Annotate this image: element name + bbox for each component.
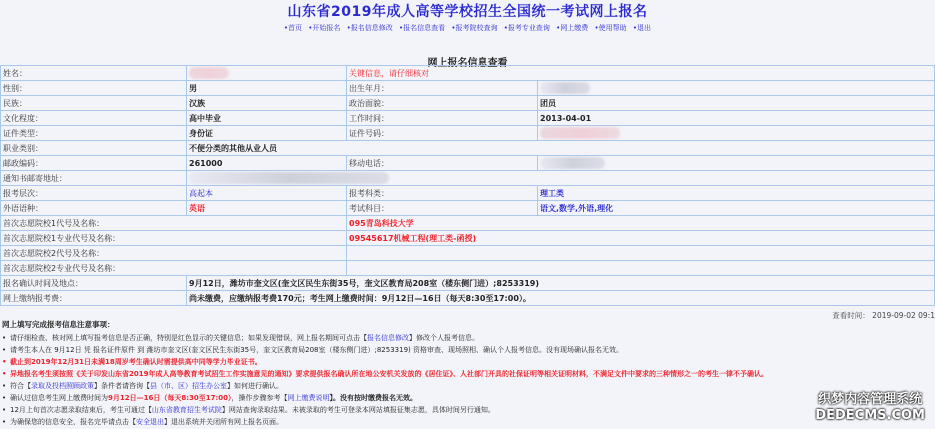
value-mobile <box>538 156 935 171</box>
view-time: 查看时间： 2019-09-02 09:1 <box>832 311 935 320</box>
value-name <box>187 66 347 81</box>
note-text: 】退出系统并关闭所有网上报名页面。 <box>164 418 283 426</box>
value-subjtype: 理工类 <box>538 186 935 201</box>
value-school2 <box>347 246 935 261</box>
value-lang: 英语 <box>187 201 347 216</box>
label-major1: 首次志愿院校1专业代号及名称： <box>1 231 347 246</box>
table-row <box>1 276 935 291</box>
table-row <box>1 156 935 171</box>
nav-school-query[interactable]: •报考院校查询 <box>451 24 498 32</box>
page-header <box>0 0 935 36</box>
note-text: ，操作步骤参考【 <box>231 394 288 402</box>
label-idtype: 证件类型： <box>1 126 187 141</box>
note-item: • 请考生本人在 9月12日 凭 报名证件原件 到 潍坊市奎文区(奎文区民生东街35号，奎文区教育局208室（楼东侧门进）;8253319) 资格审查、现场照相、确认个人报考信息。没有现场确认报名无效。 <box>2 344 932 356</box>
table-row <box>1 216 935 231</box>
nav-start[interactable]: •开始报名 <box>308 24 341 32</box>
value-exam: 语文,数学,外语,理化 <box>538 201 935 216</box>
nav-help[interactable]: •使用帮助 <box>594 24 627 32</box>
note-item: • 截止到2019年12月31日未满18周岁考生确认时需提供高中同等学力毕业证书。 <box>2 356 932 368</box>
table-row <box>1 111 935 126</box>
label-school2: 首次志愿院校2代号及名称： <box>1 246 347 261</box>
value-political: 团员 <box>538 96 935 111</box>
value-addr <box>187 171 935 186</box>
value-fee: 尚未缴费，应缴纳报考费170元；考生网上缴费时间：9月12日—16日（每天8:30至17:00）。 <box>187 291 935 306</box>
watermark-line2: DEDECMS.COM <box>815 408 925 423</box>
value-nation: 汉族 <box>187 96 347 111</box>
label-gender: 性别： <box>1 81 187 96</box>
label-subjtype: 报考科类： <box>347 186 538 201</box>
table-row <box>1 96 935 111</box>
value-work: 2013-04-01 <box>538 111 935 126</box>
table-row <box>1 171 935 186</box>
link-county-office[interactable]: 县（市、区）招生办公室 <box>150 382 227 390</box>
nav-logout[interactable]: •退出 <box>632 24 652 32</box>
value-major1: 09545617机械工程(理工类-函授) <box>347 231 935 246</box>
value-edu: 高中毕业 <box>187 111 347 126</box>
label-nation: 民族： <box>1 96 187 111</box>
note-text: 9月12日—16日（每天8:30至17:00） <box>108 394 232 402</box>
label-exam: 考试科目： <box>347 201 538 216</box>
note-text: 】网站查询录取结果。未被录取的考生可登录本网站填报征集志愿，具体时间另行通知。 <box>221 406 495 414</box>
label-lang: 外语语种： <box>1 201 187 216</box>
note-text: 】。没有按时缴费报名无效。 <box>329 394 418 402</box>
table-row <box>1 186 935 201</box>
link-policy[interactable]: 录取及投档照顾政策 <box>31 382 94 390</box>
label-name: 姓名： <box>1 66 187 81</box>
nav-home[interactable]: •首页 <box>283 24 303 32</box>
nav-view[interactable]: •报名信息查看 <box>399 24 446 32</box>
note-item <box>2 380 932 392</box>
table-row <box>1 201 935 216</box>
label-job: 职业类别： <box>1 141 187 156</box>
link-safe-logout[interactable]: 安全退出 <box>136 418 164 426</box>
notes <box>2 319 932 428</box>
label-birth: 出生年月： <box>347 81 538 96</box>
table-row <box>1 246 935 261</box>
label-mobile: 移动电话： <box>347 156 538 171</box>
value-zip: 261000 <box>187 156 347 171</box>
watermark-logo <box>815 392 925 424</box>
label-addr: 通知书邮寄地址： <box>1 171 187 186</box>
note-text: 请仔细检查、核对网上填写报考信息是否正确，特别是红色显示的关键信息；如果发现错误，网上报名期间可点击【 <box>10 334 367 342</box>
value-idno <box>538 126 935 141</box>
label-fee: 网上缴纳报考费： <box>1 291 187 306</box>
info-table <box>0 65 935 306</box>
value-gender: 男 <box>187 81 347 96</box>
label-zip: 邮政编码： <box>1 156 187 171</box>
watermark-line1: 织梦内容管理系统 <box>818 392 923 407</box>
table-row <box>1 291 935 306</box>
table-row <box>1 141 935 156</box>
nav-modify[interactable]: •报名信息修改 <box>346 24 393 32</box>
note-item <box>2 416 932 428</box>
section-title: 网上报名信息查看 <box>427 58 508 69</box>
notes-heading: 网上填写完成报考信息注意事项： <box>2 320 115 329</box>
label-political: 政治面貌： <box>347 96 538 111</box>
nav-major-query[interactable]: •报考专业查询 <box>503 24 550 32</box>
note-item <box>2 332 932 344</box>
label-level: 报考层次： <box>1 186 187 201</box>
key-note: 关键信息，请仔细核对 <box>347 66 935 81</box>
value-school1: 095青岛科技大学 <box>347 216 935 231</box>
label-major2: 首次志愿院校2专业代号及名称： <box>1 261 347 276</box>
table-row <box>1 231 935 246</box>
top-nav <box>0 23 935 33</box>
note-text: 】如何进行确认。 <box>227 382 283 390</box>
link-exam-institute[interactable]: 山东省教育招生考试院 <box>151 406 222 414</box>
label-confirm: 报名确认时间及地点： <box>1 276 187 291</box>
link-modify[interactable]: 报名信息修改 <box>367 334 409 342</box>
nav-pay[interactable]: •网上缴费 <box>556 24 589 32</box>
link-pay-help[interactable]: 网上缴费说明 <box>287 394 330 402</box>
value-idtype: 身份证 <box>187 126 347 141</box>
value-birth <box>538 81 935 96</box>
value-confirm: 9月12日，潍坊市奎文区(奎文区民生东街35号，奎文区教育局208室（楼东侧门进）;8253319) <box>187 276 935 291</box>
label-work: 工作时间： <box>347 111 538 126</box>
table-row <box>1 126 935 141</box>
note-item <box>2 392 932 404</box>
note-item <box>2 404 932 416</box>
note-text: 】修改个人报考信息。 <box>409 334 479 342</box>
label-school1: 首次志愿院校1代号及名称： <box>1 216 347 231</box>
note-text: 确认过信息考生网上缴费时间为 <box>10 394 108 402</box>
note-text: 符合【 <box>10 382 31 390</box>
note-text: 12月上旬首次志愿录取结束后，考生可通过【 <box>10 406 152 414</box>
site-title: 山东省2019年成人高等学校招生全国统一考试网上报名 <box>287 4 648 20</box>
label-idno: 证件号码： <box>347 126 538 141</box>
note-text: 为确保您的信息安全，报名完毕请点击【 <box>10 418 136 426</box>
value-job: 不便分类的其他从业人员 <box>187 141 935 156</box>
label-edu: 文化程度： <box>1 111 187 126</box>
value-level: 高起本 <box>187 186 347 201</box>
table-row <box>1 81 935 96</box>
note-item: • 异地报名考生须按照《关于印发山东省2019年成人高等教育考试招生工作实施意见的通知》要求提供报名确认所在地公安机关发放的《居住证》、人社部门开具的社保证明等相关证明材料，不满足文件中要求的三种情形之一的考生一律不予确认。 <box>2 368 932 380</box>
value-major2 <box>347 261 935 276</box>
table-row <box>1 66 935 81</box>
table-row <box>1 261 935 276</box>
note-text: 】条件者请咨询【 <box>94 382 150 390</box>
